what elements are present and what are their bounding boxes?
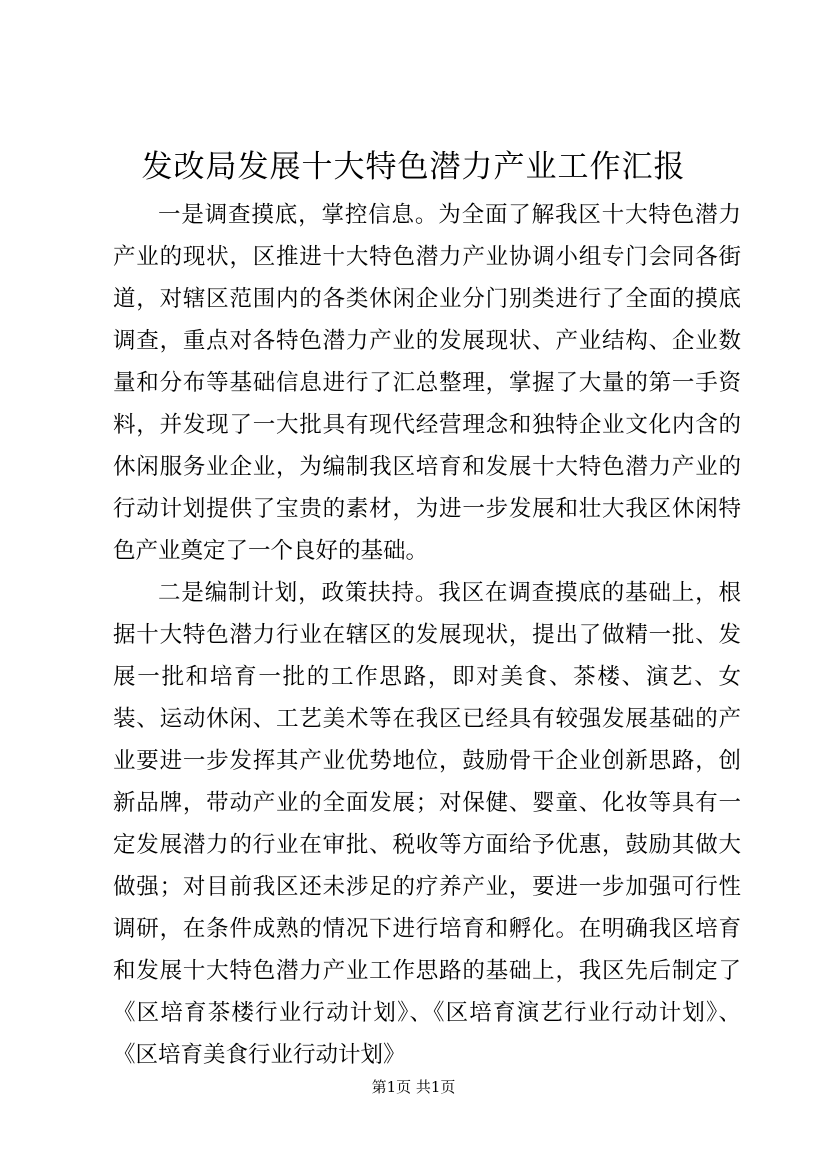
paragraph-1: 一是调查摸底，掌控信息。为全面了解我区十大特色潜力产业的现状，区推进十大特色潜力产业协调小组专门会同各街道，对辖区范围内的各类休闲企业分门别类进行了全面的摸底调查，重点对各特色潜力产业的发展现状、产业结构、企业数量和分布等基础信息进行了汇总整理，掌握了大量的第一手资料，并发现了一大批具有现代经营理念和独特企业文化内含的休闲服务业企业，为编制我区培育和发展十大特色潜力产业的行动计划提供了宝贵的素材，为进一步发展和壮大我区休闲特色产业奠定了一个良好的基础。: [113, 202, 741, 564]
paragraph-2: 二是编制计划，政策扶持。我区在调查摸底的基础上，根据十大特色潜力行业在辖区的发展现状，提出了做精一批、发展一批和培育一批的工作思路，即对美食、茶楼、演艺、女装、运动休闲、工艺美术等在我区已经具有较强发展基础的产业要进一步发挥其产业优势地位，鼓励骨干企业创新思路，创新品牌，带动产业的全面发展；对保健、婴童、化妆等具有一定发展潜力的行业在审批、税收等方面给予优惠，鼓励其做大做强；对目前我区还未涉足的疗养产业，要进一步加强可行性调研，在条件成熟的情况下进行培育和孵化。在明确我区培育和发展十大特色潜力产业工作思路的基础上，我区先后制定了《区培育茶楼行业行动计划》、《区培育演艺行业行动计划》、《区培育美食行业行动计划》: [113, 580, 741, 1068]
page-footer: 第1页 共1页: [371, 1078, 456, 1096]
document-title: 发改局发展十大特色潜力产业工作汇报: [141, 149, 686, 185]
document-body: [113, 194, 741, 1076]
